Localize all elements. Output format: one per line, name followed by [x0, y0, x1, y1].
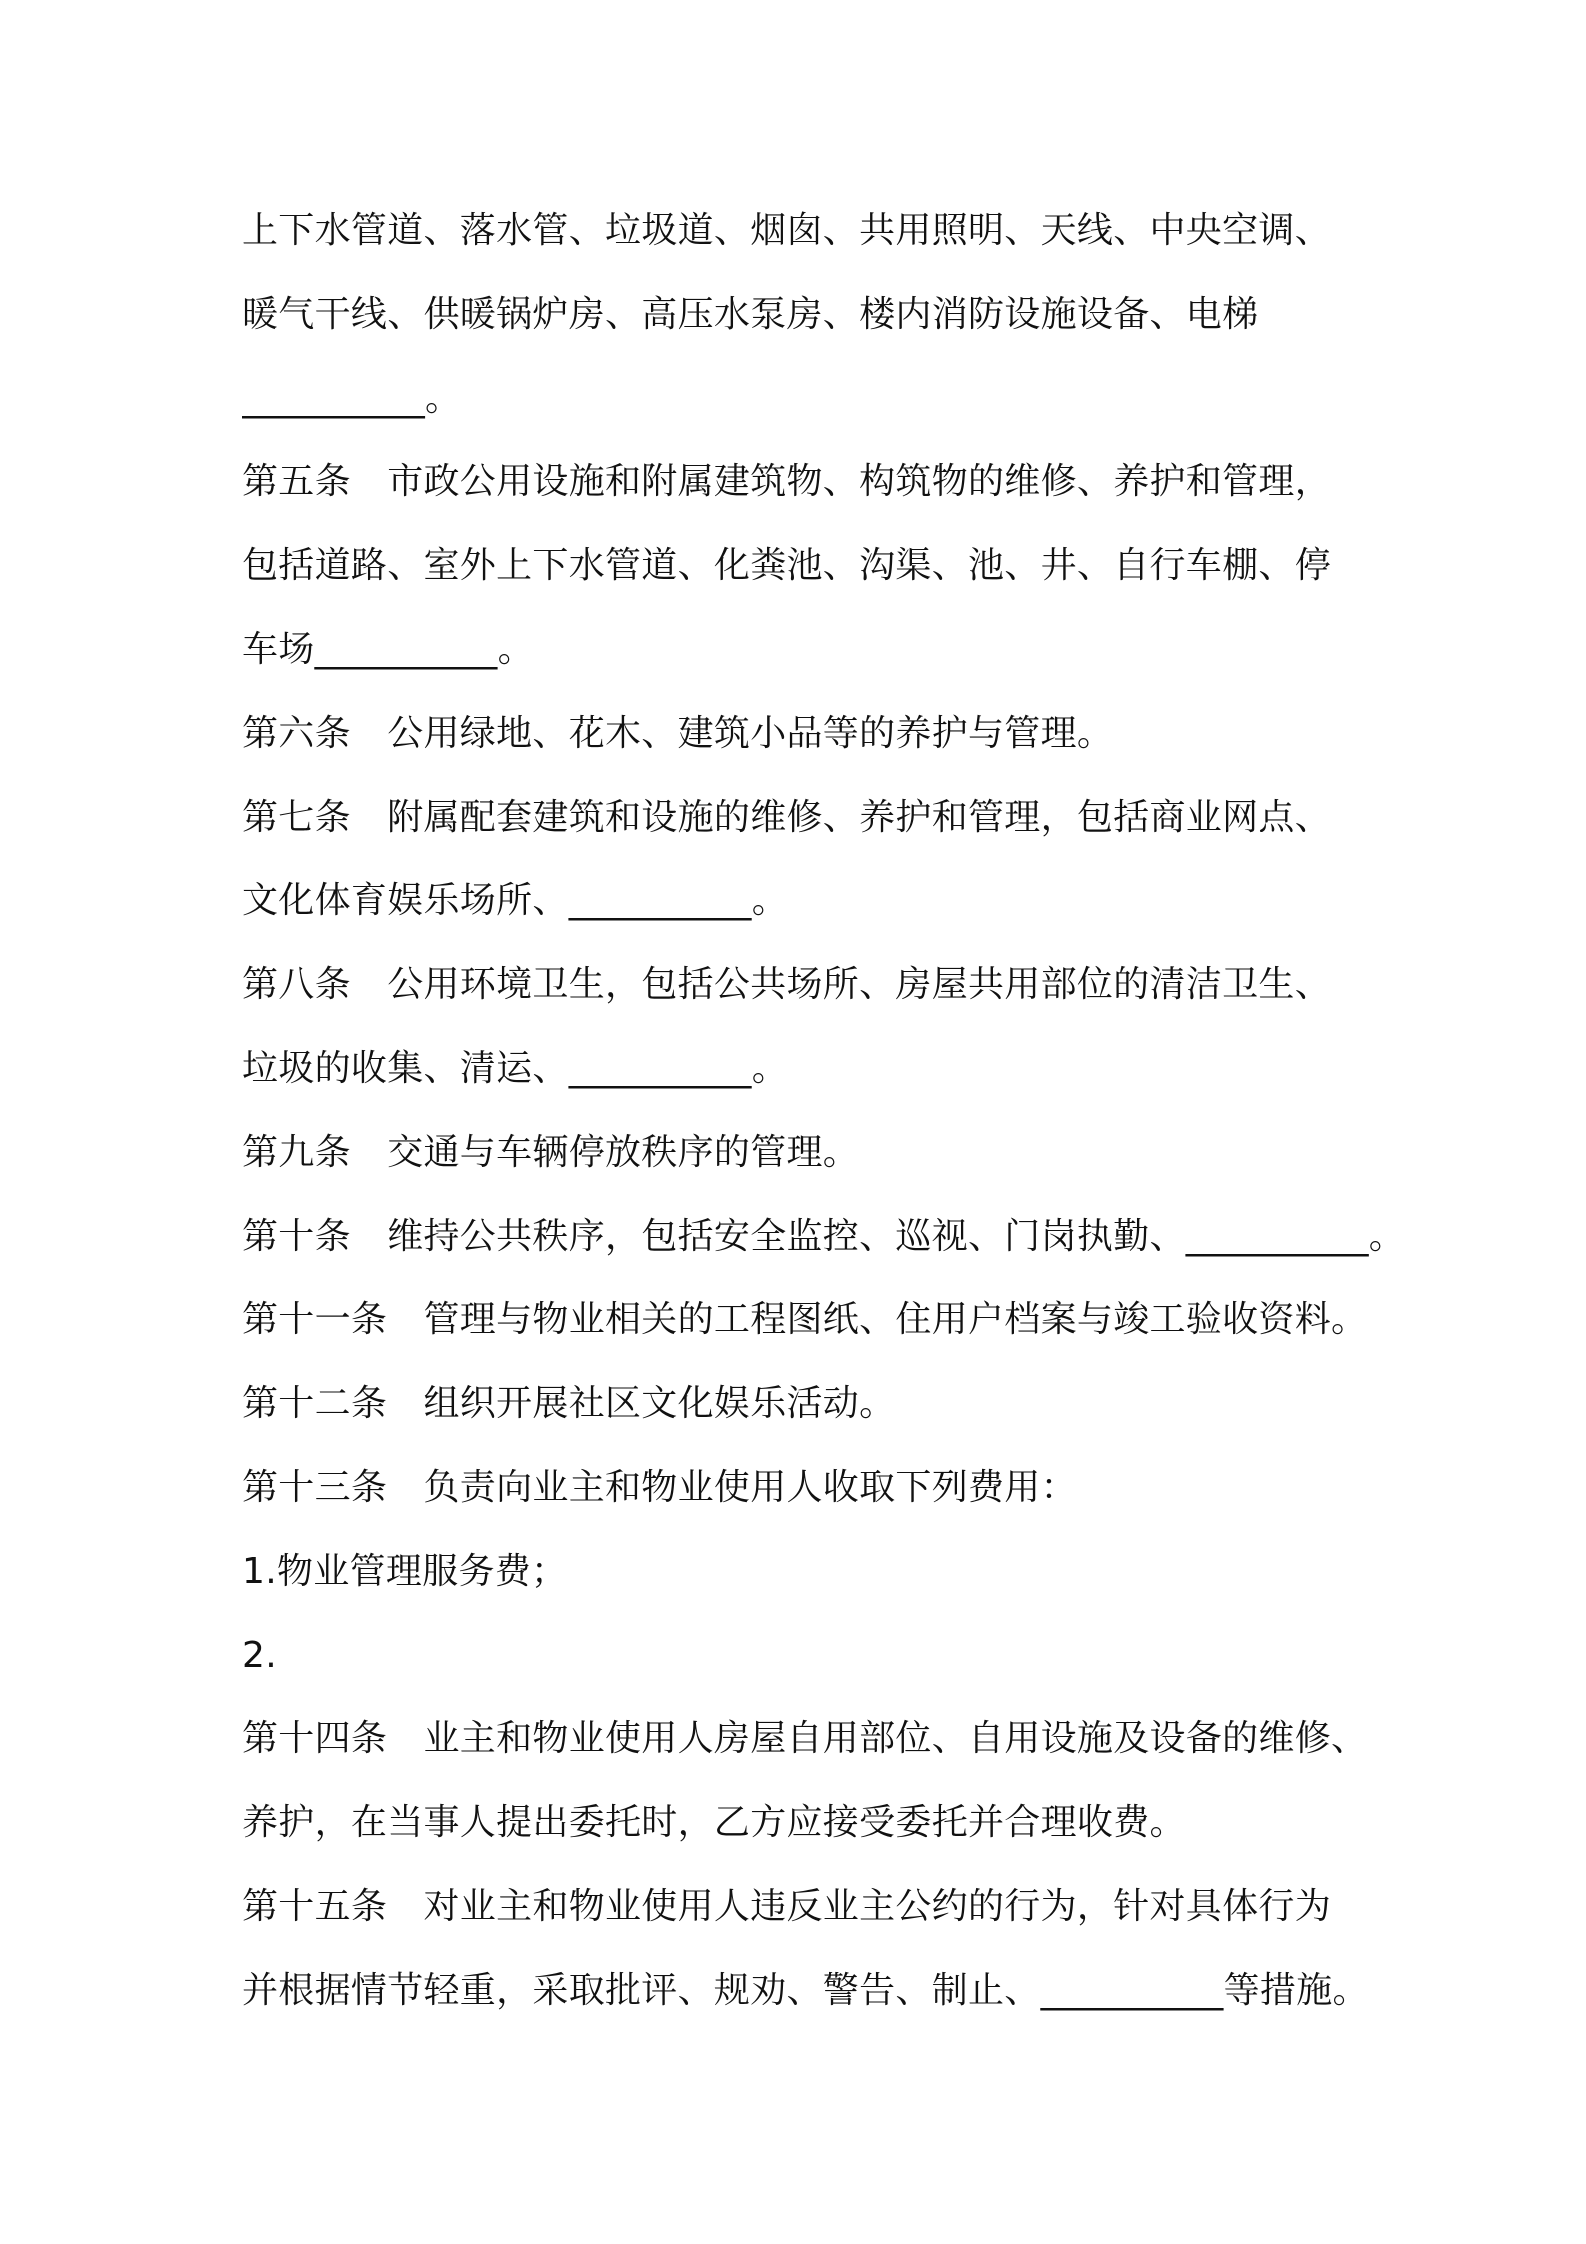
document-body — [242, 189, 1542, 2033]
article-14-line: 养护，在当事人提出委托时，乙方应接受委托并合理收费。 — [242, 1802, 1186, 1844]
article-6-line: 第六条 公用绿地、花木、建筑小品等的养护与管理。 — [242, 712, 1114, 754]
paragraph-line: 暖气干线、供暖锅炉房、高压水泵房、楼内消防设施设备、电梯 — [242, 293, 1259, 335]
article-15-line: 第十五条 对业主和物业使用人违反业主公约的行为，针对具体行为 — [242, 1885, 1332, 1927]
article-5-line: 车场__________。 — [242, 628, 534, 670]
article-12-line: 第十二条 组织开展社区文化娱乐活动。 — [242, 1383, 896, 1425]
article-14-line: 第十四条 业主和物业使用人房屋自用部位、自用设施及设备的维修、 — [242, 1718, 1368, 1760]
article-13-line: 第十三条 负责向业主和物业使用人收取下列费用： — [242, 1466, 1077, 1508]
paragraph-line: __________。 — [242, 377, 462, 419]
fee-list-item: 1.物业管理服务费； — [242, 1550, 568, 1592]
article-5-line: 包括道路、室外上下水管道、化粪池、沟渠、池、井、自行车棚、停 — [242, 545, 1332, 587]
article-5-line: 第五条 市政公用设施和附属建筑物、构筑物的维修、养护和管理， — [242, 461, 1332, 503]
article-8-line: 垃圾的收集、清运、__________。 — [242, 1047, 788, 1089]
article-7-line: 第七条 附属配套建筑和设施的维修、养护和管理，包括商业网点、 — [242, 796, 1332, 838]
article-15-line: 并根据情节轻重，采取批评、规劝、警告、制止、__________等措施。 — [242, 1969, 1369, 2011]
article-9-line: 第九条 交通与车辆停放秩序的管理。 — [242, 1131, 860, 1173]
article-8-line: 第八条 公用环境卫生，包括公共场所、房屋共用部位的清洁卫生、 — [242, 964, 1332, 1006]
article-10-line: 第十条 维持公共秩序，包括安全监控、巡视、门岗执勤、__________。 — [242, 1215, 1406, 1257]
paragraph-line: 上下水管道、落水管、垃圾道、烟囱、共用照明、天线、中央空调、 — [242, 210, 1332, 251]
fee-list-item: 2. — [242, 1634, 277, 1676]
article-11-line: 第十一条 管理与物业相关的工程图纸、住用户档案与竣工验收资料。 — [242, 1299, 1368, 1341]
article-7-line: 文化体育娱乐场所、__________。 — [242, 880, 788, 922]
